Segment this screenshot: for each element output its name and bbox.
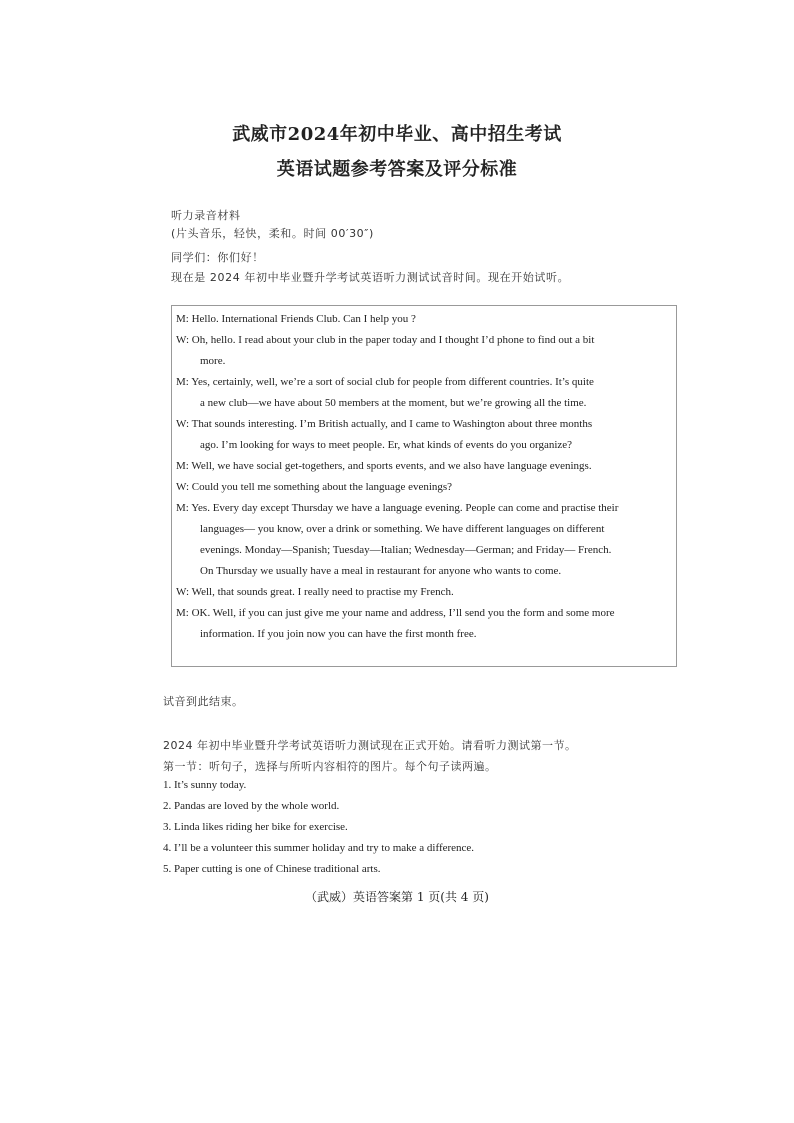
dialogue-text: Oh, hello. I read about your club in the paper today and I thought I’d phone to find out a bit [191, 334, 595, 346]
dialogue-line [176, 582, 676, 603]
dialogue-text: Yes. Every day except Thursday we have a language evening. People can come and practise their [191, 502, 619, 514]
speaker-label: W: [176, 586, 192, 598]
dialogue-line [176, 351, 676, 372]
speaker-label: M: [176, 376, 192, 388]
dialogue-text: Hello. International Friends Club. Can I help you ? [191, 313, 416, 325]
dialogue-line [176, 393, 676, 414]
dialogue-text: ago. I’m looking for ways to meet people. Er, what kinds of events do you organize? [200, 439, 573, 451]
page-footer: （武威）英语答案第 1 页(共 4 页) [305, 890, 489, 904]
dialogue-line [176, 519, 676, 540]
dialogue-line [176, 477, 676, 498]
dialogue-text: Yes, certainly, well, we’re a sort of social club for people from different countries. It’s quite [191, 376, 594, 388]
dialogue-text: Well, that sounds great. I really need to practise my French. [191, 586, 454, 598]
dialogue-line [176, 372, 676, 393]
dialogue-text: On Thursday we usually have a meal in restaurant for anyone who wants to come. [200, 565, 562, 577]
intro-music-note: (片头音乐，轻快，柔和。时间 00′30″) [171, 227, 374, 240]
dialogue-line [176, 603, 676, 624]
dialogue-line [176, 435, 676, 456]
speaker-label: M: [176, 607, 192, 619]
dialogue-text: languages— you know, over a drink or something. We have different languages on different [200, 523, 605, 535]
dialogue-text: Well, we have social get-togethers, and sports events, and we also have language evenings. [191, 460, 592, 472]
question-item: 5. Paper cutting is one of Chinese traditional arts. [163, 863, 381, 875]
speaker-label: W: [176, 418, 192, 430]
speaker-label: M: [176, 313, 192, 325]
speaker-label: M: [176, 502, 192, 514]
dialogue-line [176, 414, 676, 435]
question-item: 4. I’ll be a volunteer this summer holiday and try to make a difference. [163, 842, 475, 854]
question-item: 1. It’s sunny today. [163, 779, 247, 791]
document-title: 武威市2024年初中毕业、高中招生考试 [232, 124, 562, 145]
question-item: 2. Pandas are loved by the whole world. [163, 800, 340, 812]
dialogue-line [176, 561, 676, 582]
dialogue-line [176, 540, 676, 561]
section-instruction: 第一节：听句子，选择与所听内容相符的图片。每个句子读两遍。 [163, 760, 497, 773]
intro-greeting: 同学们：你们好！ [171, 251, 264, 264]
dialogue-transcript [176, 309, 676, 645]
dialogue-line [176, 624, 676, 645]
end-note: 试音到此结束。 [163, 695, 244, 708]
dialogue-text: a new club—we have about 50 members at the moment, but we’re growing all the time. [200, 397, 587, 409]
dialogue-line [176, 498, 676, 519]
speaker-label: M: [176, 460, 192, 472]
dialogue-line [176, 456, 676, 477]
question-item: 3. Linda likes riding her bike for exercise. [163, 821, 348, 833]
dialogue-text: information. If you join now you can have the first month free. [200, 628, 477, 640]
dialogue-text: evenings. Monday—Spanish; Tuesday—Italian; Wednesday—German; and Friday— French. [200, 544, 612, 556]
section-announcement: 2024 年初中毕业暨升学考试英语听力测试现在正式开始。请看听力测试第一节。 [163, 739, 577, 752]
dialogue-text: OK. Well, if you can just give me your name and address, I’ll send you the form and some more [191, 607, 615, 619]
dialogue-line [176, 309, 676, 330]
speaker-label: W: [176, 334, 192, 346]
document-subtitle: 英语试题参考答案及评分标准 [276, 159, 518, 180]
intro-test-notice: 现在是 2024 年初中毕业暨升学考试英语听力测试试音时间。现在开始试听。 [171, 271, 570, 284]
dialogue-text: more. [200, 355, 226, 367]
dialogue-line [176, 330, 676, 351]
dialogue-text: That sounds interesting. I’m British actually, and I came to Washington about three months [191, 418, 593, 430]
intro-heading: 听力录音材料 [171, 209, 241, 222]
speaker-label: W: [176, 481, 192, 493]
dialogue-text: Could you tell me something about the language evenings? [191, 481, 453, 493]
